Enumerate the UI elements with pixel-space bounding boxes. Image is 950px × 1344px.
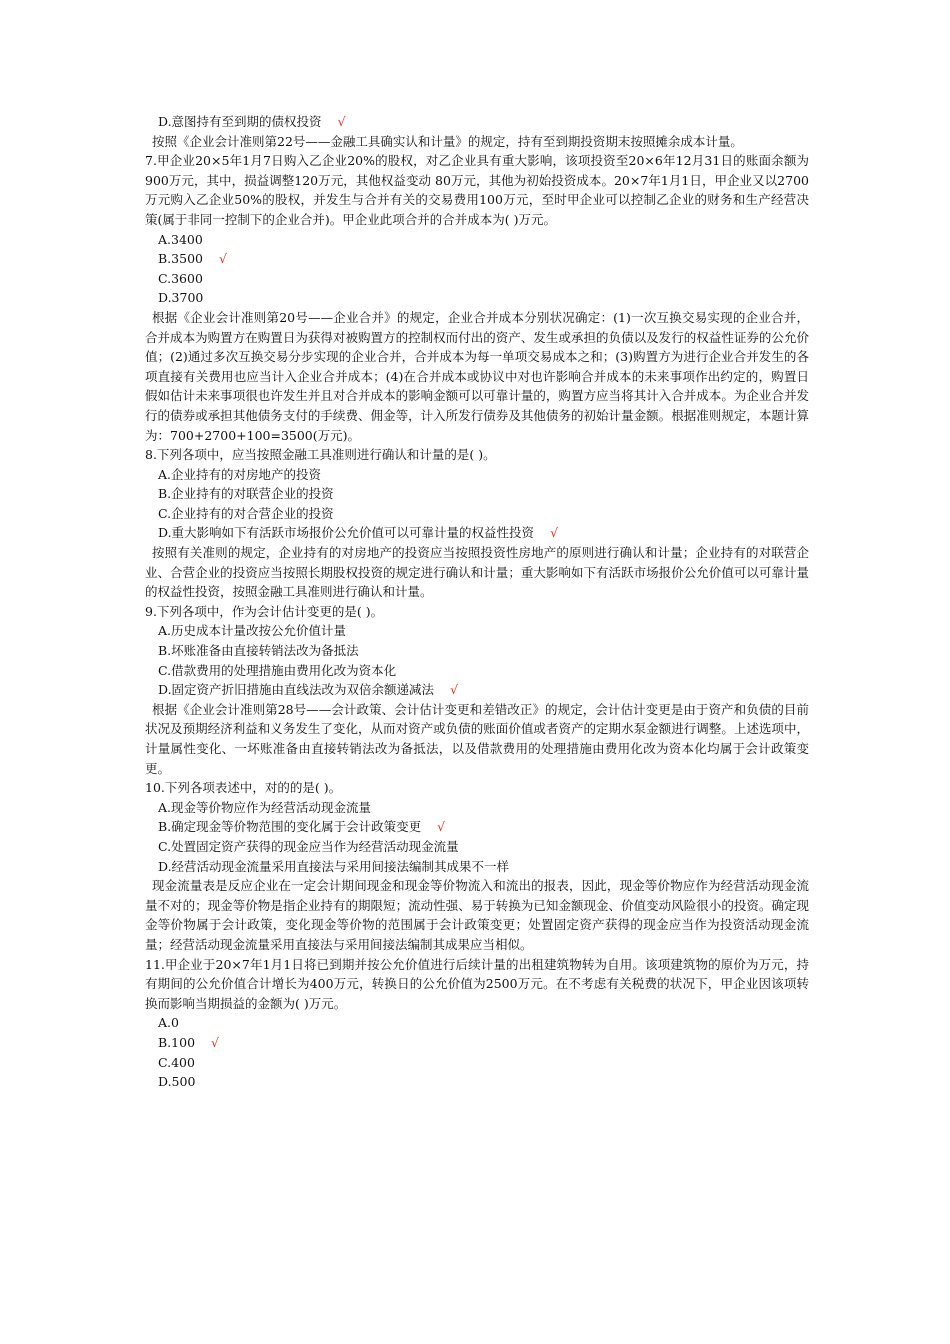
answer-option [145, 249, 809, 269]
paragraph-text: 按照有关准则的规定，企业持有的对房地产的投资应当按照投资性房地产的原则进行确认和计量；企业持有的对联营企业、合营企业的投资应当按照长期股权投资的规定进行确认和计量；重大影响如下有活跃市场报价公允价值可以可靠计量的权益性投资，按照金融工具准则进行确认和计量。 [145, 545, 809, 600]
correct-check-icon: √ [218, 251, 227, 267]
correct-check-icon: √ [437, 819, 446, 835]
answer-option [145, 112, 809, 132]
option-text: C.400 [158, 1054, 195, 1070]
option-text: D.意图持有至到期的债权投资 [158, 114, 322, 129]
answer-option [145, 523, 809, 543]
option-text: C.企业持有的对合营企业的投资 [158, 505, 334, 521]
answer-option [145, 680, 809, 700]
answer-option [145, 269, 809, 289]
answer-option [145, 1072, 809, 1092]
paragraph-text: 8.下列各项中，应当按照金融工具准则进行确认和计量的是( )。 [145, 447, 496, 463]
answer-option [145, 465, 809, 485]
answer-option [145, 1013, 809, 1033]
option-text: D.3700 [158, 290, 204, 306]
option-text: A.企业持有的对房地产的投资 [158, 466, 322, 482]
option-text: B.100 [158, 1034, 196, 1050]
answer-option [145, 288, 809, 308]
paragraph-text: 7.甲企业20×5年1月7日购入乙企业20%的股权，对乙企业具有重大影响，该项投资至20×6年12月31日的账面余额为900万元，其中，损益调整120万元，其他权益变动 80万元，其他为初始投资成本。20×7年1月1日，甲企业又以2700万元购入乙企业50%的股权，并发生与合并有关的交易费用100万元，至时甲企业可以控制乙企业的财务和生产经营决策(属于非同一控制下的企业合并)。甲企业此项合并的合并成本为( )万元。 [145, 153, 809, 227]
paragraph-text: 现金流量表是反应企业在一定会计期间现金和现金等价物流入和流出的报表，因此，现金等价物应作为经营活动现金流量不对的；现金等价物是指企业持有的期限短；流动性强、易于转换为已知金额现金、价值变动风险很小的投资。确定现金等价物属于会计政策，变化现金等价物的范围属于会计政策变更；处置固定资产获得的现金应当作为投资活动现金流量；经营活动现金流量采用直接法与采用间接法编制其成果应当相似。 [145, 878, 809, 952]
correct-check-icon: √ [211, 1034, 219, 1050]
option-text: A.历史成本计量改按公允价值计量 [158, 623, 347, 639]
paragraph-text: 按照《企业会计准则第22号——金融工具确实认和计量》的规定，持有至到期投资期末按照摊余成本计量。 [152, 133, 743, 149]
explanation-paragraph [145, 543, 809, 602]
option-text: B.企业持有的对联营企业的投资 [158, 486, 334, 502]
option-text: D.固定资产折旧措施由直线法改为双倍余额递减法 [158, 682, 435, 698]
explanation-paragraph [145, 132, 809, 152]
option-text: C.借款费用的处理措施由费用化改为资本化 [158, 662, 397, 678]
document-page [145, 112, 809, 1092]
question-stem [145, 778, 809, 798]
answer-option [145, 837, 809, 857]
question-stem [145, 602, 809, 622]
correct-check-icon: √ [450, 682, 459, 698]
option-text: A.0 [158, 1015, 179, 1031]
answer-option [145, 504, 809, 524]
option-text: C.处置固定资产获得的现金应当作为经营活动现金流量 [158, 838, 459, 854]
answer-option [145, 230, 809, 250]
explanation-paragraph [145, 700, 809, 778]
answer-option [145, 484, 809, 504]
option-text: D.重大影响如下有活跃市场报价公允价值可以可靠计量的权益性投资 [158, 525, 535, 541]
option-text: B.3500 [158, 251, 203, 267]
option-text: A.现金等价物应作为经营活动现金流量 [158, 799, 372, 815]
option-text: B.确定现金等价物范围的变化属于会计政策变更 [158, 819, 422, 835]
option-text: D.经营活动现金流量采用直接法与采用间接法编制其成果不一样 [158, 858, 510, 874]
answer-option [145, 1033, 809, 1053]
paragraph-text: 根据《企业会计准则第28号——会计政策、会计估计变更和差错改正》的规定，会计估计变更是由于资产和负债的目前状况及预期经济利益和义务发生了变化，从而对资产或负债的账面价值或者资产的定期水泵金额进行调整。上述选项中，计量属性变化、一坏账准备由直接转销法改为备抵法，以及借款费用的处理措施由费用化改为资本化均属于会计政策变更。 [145, 701, 809, 776]
answer-option [145, 817, 809, 837]
paragraph-text: 根据《企业会计准则第20号——企业合并》的规定，企业合并成本分别状况确定：(1)一次互换交易实现的企业合并，合并成本为购置方在购置日为获得对被购置方的控制权而付出的资产、发生或承担的负债以及发行的权益性证券的公允价值；(2)通过多次互换交易分步实现的企业合并，合并成本为每一单项交易成本之和；(3)购置方为进行企业合并发生的各项直接有关费用也应当计入企业合并成本；(4)在合并成本或协议中对也许影响合并成本的未来事项作出约定的，购置日假如估计未来事项很也许发生并且对合并成本的影响金额可以可靠计量的，购置方应当将其计入合并成本。为企业合并发行的债券或承担其他债务支付的手续费、佣金等，计入所发行债券及其他债务的初始计量金额。根据准则规定，本题计算为：700+2700+100=3500(万元)。 [145, 309, 809, 443]
answer-option [145, 661, 809, 681]
answer-option [145, 641, 809, 661]
explanation-paragraph [145, 876, 809, 954]
question-stem [145, 955, 809, 1014]
question-stem [145, 151, 809, 229]
answer-option [145, 857, 809, 877]
answer-option [145, 621, 809, 641]
correct-check-icon: √ [550, 525, 559, 541]
option-text: B.坏账准备由直接转销法改为备抵法 [158, 643, 359, 659]
answer-option [145, 1053, 809, 1073]
paragraph-text: 10.下列各项表述中，对的的是( )。 [145, 780, 342, 796]
paragraph-text: 9.下列各项中，作为会计估计变更的是( )。 [145, 603, 384, 619]
option-text: C.3600 [158, 270, 203, 286]
question-stem [145, 445, 809, 465]
paragraph-text: 11.甲企业于20×7年1月1日将已到期并按公允价值进行后续计量的出租建筑物转为自用。该项建筑物的原价为万元，持有期间的公允价值合计增长为400万元，转换日的公允价值为2500万元。在不考虑有关税费的状况下，甲企业因该项转换而影响当期损益的金额为( )万元。 [145, 956, 809, 1011]
correct-check-icon: √ [337, 114, 346, 129]
option-text: D.500 [158, 1074, 196, 1090]
answer-option [145, 798, 809, 818]
explanation-paragraph [145, 308, 809, 445]
option-text: A.3400 [158, 231, 203, 247]
